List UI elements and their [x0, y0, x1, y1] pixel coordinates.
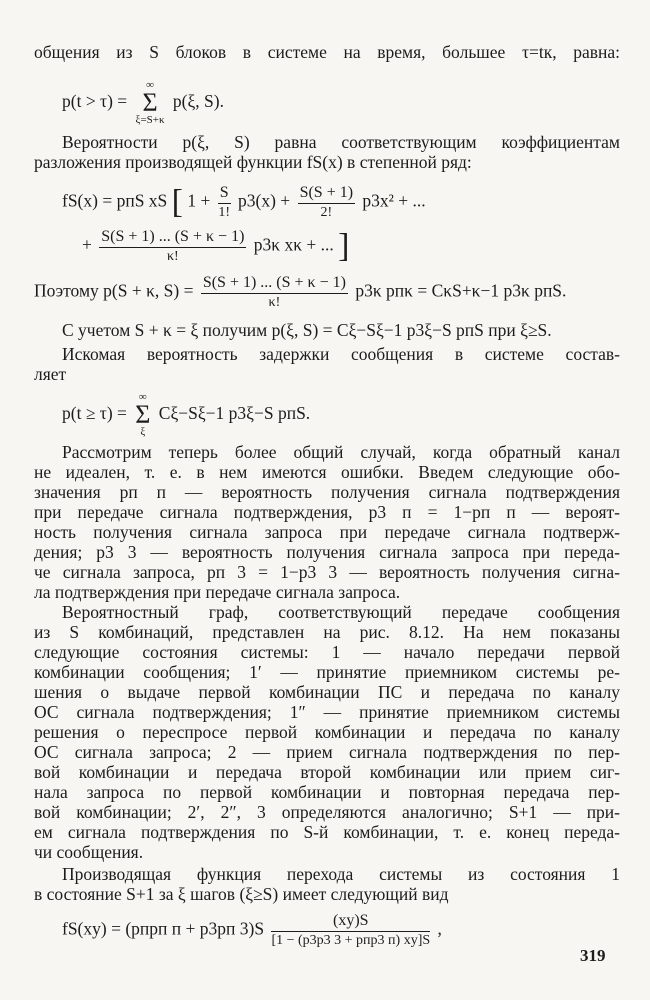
equation-2-term-1: 1 +	[187, 190, 211, 211]
body-line: при передаче сигнала подтверждения, p3 п = 1−pп п — вероят-	[34, 502, 620, 522]
body-line: Вероятностный граф, соответствующий передаче сообщения	[62, 602, 620, 622]
equation-2-fraction-1-numerator: S	[218, 184, 231, 204]
equation-3-lhs: Поэтому p(S + κ, S) =	[34, 280, 194, 301]
body-line: вой комбинации и передача второй комбинации или прием сиг-	[34, 762, 620, 782]
equation-3-rhs: p3κ pпκ = CκS+κ−1 p3κ pпS.	[355, 280, 567, 301]
equation-5-fraction-numerator: (xy)S	[271, 912, 430, 932]
equation-1-rhs: p(ξ, S).	[172, 91, 224, 112]
equation-4-lhs: p(t ≥ τ) =	[62, 403, 127, 424]
body-line: Рассмотрим теперь более общий случай, когда обратный канал	[62, 442, 620, 462]
equation-5-fraction	[271, 912, 430, 949]
equation-2-lhs: fS(x) = pпS xS	[62, 190, 168, 211]
equation-4-rhs: Cξ−Sξ−1 p3ξ−S pпS.	[158, 403, 311, 424]
equation-2-fraction-3	[99, 228, 246, 265]
equation-4	[62, 392, 310, 438]
equation-3-fraction-denominator: κ!	[268, 295, 281, 310]
equation-4-sum-bottom: ξ	[140, 426, 146, 438]
body-line: ла подтверждения при передаче сигнала запроса.	[34, 582, 401, 602]
body-line: решения о переспросе первой комбинации и передача по каналу	[34, 722, 620, 742]
body-line: че сигнала запроса, pп 3 = 1−p3 3 — вероятность получения сигна-	[34, 562, 620, 582]
body-line: чи сообщения.	[34, 842, 144, 862]
body-line: следующие состояния системы: 1 — начало передачи первой	[34, 642, 620, 662]
body-line: нала запроса по первой комбинации и повторная передача пер-	[34, 782, 620, 802]
equation-3-fraction	[201, 274, 348, 311]
equation-2-fraction-1	[218, 184, 231, 221]
equation-2-term-3: p3x² + ...	[362, 190, 426, 211]
text-line-is: ляет	[34, 364, 67, 384]
body-line: ность получения сигнала запроса при передаче сигнала подтверж-	[34, 522, 620, 542]
equation-5-tail: ,	[437, 918, 442, 939]
equation-2-fraction-3-denominator: κ!	[166, 249, 179, 264]
equation-1-sum-top: ∞	[146, 79, 154, 91]
text-line-intro: общения из S блоков в системе на время, большее τ=tк, равна:	[34, 42, 620, 62]
equation-2-open-bracket: [	[171, 183, 183, 221]
text-line-probabilities: Вероятности p(ξ, S) равна соответствующим коэффициентам	[62, 132, 620, 152]
equation-2-term-2: p3(x) +	[238, 190, 291, 211]
page-number: 319	[580, 946, 606, 965]
equation-4-sum	[135, 392, 150, 438]
equation-2-fraction-2-denominator: 2!	[320, 205, 333, 220]
body-line: значения pп п — вероятность получения сигнала подтверждения	[34, 482, 620, 502]
equation-2-fraction-3-numerator: S(S + 1) ... (S + κ − 1)	[99, 228, 246, 248]
equation-2-fraction-1-denominator: 1!	[218, 205, 231, 220]
equation-2-line-2	[82, 228, 349, 265]
equation-1-lhs: p(t > τ) =	[62, 91, 128, 112]
equation-3	[34, 274, 566, 311]
equation-2-fraction-2-numerator: S(S + 1)	[298, 184, 355, 204]
body-line: Производящая функция перехода системы из состояния 1	[62, 864, 620, 884]
body-line: не идеален, т. е. в нем имеются ошибки. Введем следующие обо-	[34, 462, 620, 482]
body-line: из S комбинаций, представлен на рис. 8.12. На нем показаны	[34, 622, 620, 642]
equation-5	[62, 912, 442, 949]
body-line: шения о выдаче первой комбинации ПС и передача по каналу	[34, 682, 620, 702]
text-line-sought-probability: Искомая вероятность задержки сообщения в системе состав-	[62, 344, 620, 364]
sigma-symbol: Σ	[142, 88, 158, 117]
body-line: ОС сигнала запроса; 2 — прием сигнала подтверждения по пер-	[34, 742, 620, 762]
body-line: ОС сигнала подтверждения; 1″ — принятие приемником системы	[34, 702, 620, 722]
body-line: дения; p3 3 — вероятность получения сигнала запроса при переда-	[34, 542, 620, 562]
equation-2-line-2-term: p3κ xκ + ...	[253, 234, 334, 255]
equation-3-fraction-numerator: S(S + 1) ... (S + κ − 1)	[201, 274, 348, 294]
body-line: вой комбинации; 2′, 2″, 3 определяются аналогично; S+1 — при-	[34, 802, 620, 822]
equation-5-fraction-denominator: [1 − (p3p3 3 + pпp3 п) xy]S	[271, 933, 431, 948]
sigma-symbol: Σ	[135, 400, 151, 429]
body-line: в состояние S+1 за ξ шагов (ξ≥S) имеет следующий вид	[34, 884, 449, 904]
equation-2-fraction-2	[298, 184, 355, 221]
equation-2-line-1	[62, 184, 426, 221]
body-line: комбинации сообщения; 1′ — принятие приемником системы ре-	[34, 662, 620, 682]
body-line: ем сигнала подтверждения по S-й комбинации, т. е. конец переда-	[34, 822, 620, 842]
equation-5-lhs: fS(xy) = (pпpп п + p3pп 3)S	[62, 918, 265, 939]
equation-1-sum	[136, 80, 165, 126]
equation-1	[62, 80, 224, 126]
equation-1-sum-bottom: ξ=S+κ	[135, 114, 165, 126]
equation-2-line-2-plus: +	[82, 234, 92, 255]
text-line-given: С учетом S + κ = ξ получим p(ξ, S) = Cξ−Sξ−1 p3ξ−S pпS при ξ≥S.	[62, 320, 552, 340]
equation-4-sum-top: ∞	[138, 391, 147, 403]
text-line-expansion: разложения производящей функции fS(x) в степенной ряд:	[34, 152, 472, 172]
equation-2-close-bracket: ]	[338, 227, 350, 265]
